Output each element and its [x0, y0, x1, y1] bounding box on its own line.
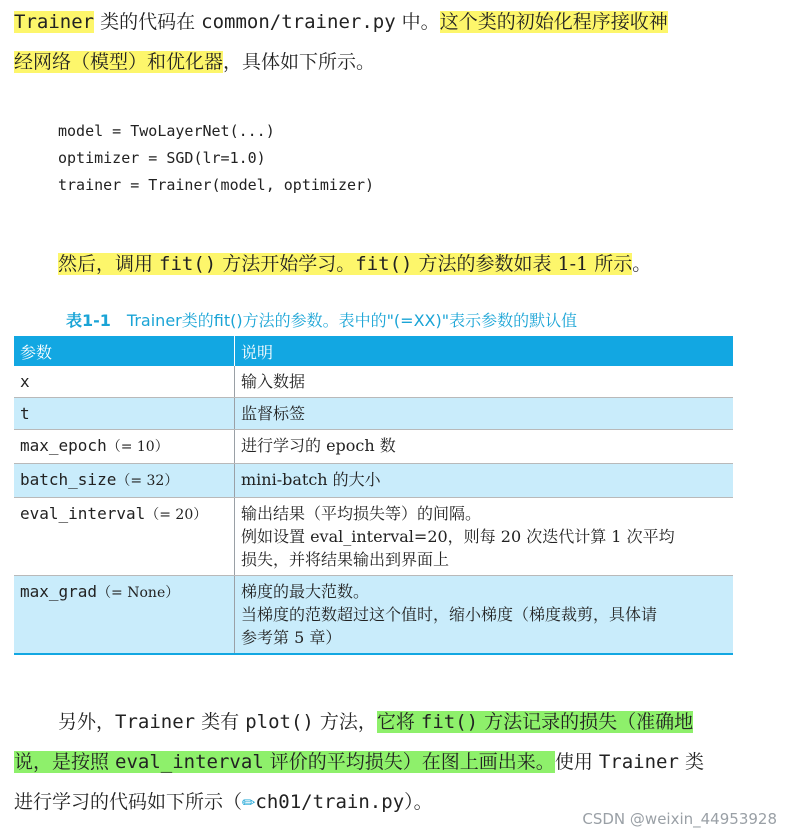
- desc-line: 监督标签: [241, 404, 306, 423]
- desc-cell: [235, 430, 734, 464]
- desc-cell: [235, 464, 734, 498]
- paragraph-intro: [14, 2, 736, 82]
- highlight-text: 这个类的初始化程序接收神: [439, 11, 668, 33]
- param-cell: [14, 498, 235, 576]
- table-row: [14, 464, 733, 498]
- text: 进行学习的代码如下所示（: [14, 791, 243, 813]
- params-table: [14, 336, 733, 655]
- header-desc: 说明: [235, 336, 734, 366]
- param-default: （= 10）: [106, 439, 169, 455]
- code-trainer: Trainer: [598, 751, 679, 773]
- param-name: eval_interval: [20, 504, 146, 523]
- highlight-text: [377, 711, 693, 733]
- text: 评价的平均损失）在图上画出来。: [263, 751, 555, 773]
- param-cell: [14, 366, 235, 398]
- param-name: x: [20, 372, 30, 391]
- param-default: （= 20）: [145, 507, 208, 523]
- param-name: batch_size: [20, 470, 117, 489]
- highlight-text: 经网络（模型）和优化器: [14, 51, 224, 73]
- desc-line: 梯度的最大范数。: [241, 582, 370, 601]
- text: 另外，: [58, 711, 116, 733]
- desc-line: 参考第 5 章）: [241, 628, 342, 647]
- caption-text: Trainer类的fit()方法的参数。表中的"(=XX)"表示参数的默认值: [126, 311, 578, 330]
- param-name: max_epoch: [20, 436, 107, 455]
- text: 方法开始学习。: [216, 253, 356, 275]
- desc-line: 输入数据: [241, 372, 306, 391]
- text: 类: [678, 751, 704, 773]
- code-line: optimizer = SGD(lr=1.0): [58, 149, 266, 167]
- table-caption: [66, 308, 577, 331]
- table-number: 表1-1: [66, 311, 111, 330]
- table-row: [14, 430, 733, 464]
- text: 中。: [395, 11, 440, 33]
- code-file-path: ch01/train.py: [255, 791, 405, 813]
- code-plot: plot(): [245, 711, 314, 733]
- text: 方法记录的损失（准确地: [478, 711, 694, 733]
- table-row: [14, 366, 733, 398]
- code-fit: fit(): [159, 253, 217, 275]
- code-trainer: Trainer: [14, 11, 95, 33]
- paragraph-plot: [14, 702, 744, 823]
- text: 方法的参数如表 1-1 所示: [412, 253, 633, 275]
- text: ）。: [404, 791, 433, 813]
- param-cell: [14, 430, 235, 464]
- text: 类有: [195, 711, 246, 733]
- text: ，具体如下所示。: [223, 51, 376, 73]
- desc-line: 输出结果（平均损失等）的间隔。: [241, 504, 482, 523]
- desc-line: 损失，并将结果输出到界面上: [241, 550, 450, 569]
- param-cell: [14, 464, 235, 498]
- highlight-text: [14, 751, 555, 773]
- code-eval-interval: eval_interval: [115, 751, 264, 773]
- desc-line: mini-batch 的大小: [241, 470, 381, 489]
- table-header-row: [14, 336, 733, 366]
- param-name: max_grad: [20, 582, 98, 601]
- code-fit: fit(): [355, 253, 413, 275]
- param-default: （= None）: [97, 585, 180, 601]
- table-row: [14, 576, 733, 655]
- param-cell: [14, 398, 235, 430]
- text: 使用: [554, 751, 599, 773]
- param-name: t: [20, 404, 30, 423]
- desc-cell: [235, 498, 734, 576]
- desc-cell: [235, 576, 734, 655]
- code-line: model = TwoLayerNet(...): [58, 122, 275, 140]
- code-fit: fit(): [420, 711, 479, 733]
- param-cell: [14, 576, 235, 655]
- text: 然后，调用: [58, 253, 160, 275]
- table-row: [14, 498, 733, 576]
- pencil-icon: ✏: [242, 793, 256, 812]
- desc-line: 当梯度的范数超过这个值时，缩小梯度（梯度裁剪，具体请: [241, 605, 658, 624]
- desc-cell: [235, 366, 734, 398]
- highlight-text: [58, 253, 632, 275]
- watermark: CSDN @weixin_44953928: [582, 810, 777, 828]
- text: 类的代码在: [94, 11, 202, 33]
- desc-line: 例如设置 eval_interval=20，则每 20 次迭代计算 1 次平均: [241, 527, 675, 546]
- text: 它将: [376, 711, 421, 733]
- text: 说，是按照: [14, 751, 116, 773]
- paragraph-fit: [58, 244, 738, 284]
- code-path: common/trainer.py: [201, 11, 396, 33]
- text: 方法，: [313, 711, 377, 733]
- text: 。: [632, 253, 652, 275]
- code-block: [58, 118, 374, 199]
- param-default: （= 32）: [116, 473, 179, 489]
- code-line: trainer = Trainer(model, optimizer): [58, 176, 375, 194]
- desc-line: 进行学习的 epoch 数: [241, 436, 396, 455]
- code-trainer: Trainer: [115, 711, 196, 733]
- header-param: 参数: [14, 336, 235, 366]
- desc-cell: [235, 398, 734, 430]
- table-row: [14, 398, 733, 430]
